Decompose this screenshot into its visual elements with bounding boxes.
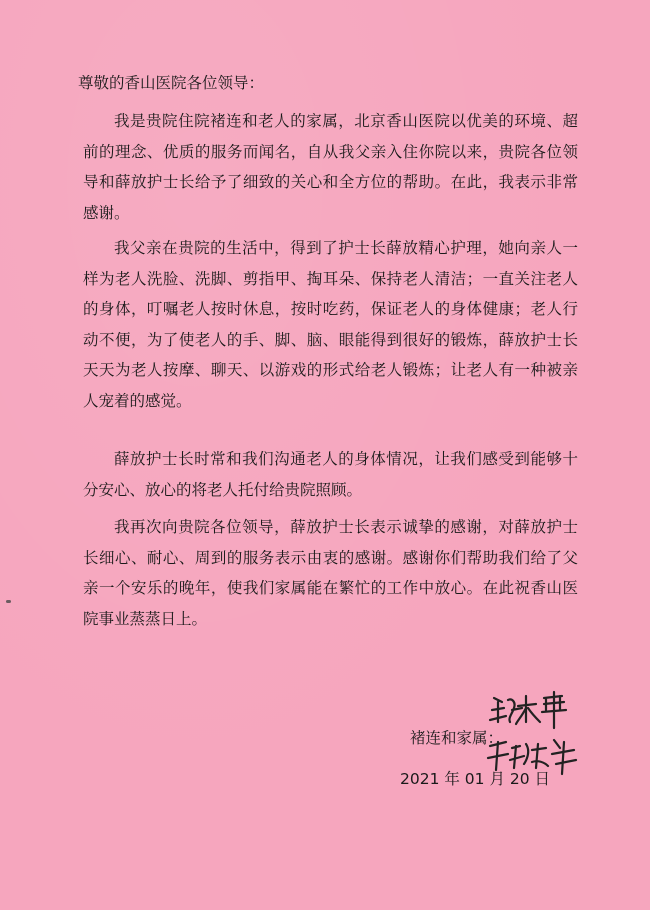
signer-label: 褚连和家属： [410,729,504,747]
letter-paragraph-3: 薛放护士长时常和我们沟通老人的身体情况，让我们感受到能够十分安心、放心的将老人托付给贵院照顾。 [83,450,578,499]
letter-paragraph-2: 我父亲在贵院的生活中，得到了护士长薛放精心护理，她向亲人一样为老人洗脸、洗脚、剪指甲、掏耳朵、保持老人清洁；一直关注老人的身体，叮嘱老人按时休息，按时吃药，保证老人的身体健康；老人行动不便，为了使老人的手、脚、脑、眼能得到很好的锻炼，薛放护士长天天为老人按摩、聊天、以游戏的形式给老人锻炼；让老人有一种被亲人宠着的感觉。 [83,239,578,410]
paper-speck [6,600,11,603]
letter-paragraph-1: 我是贵院住院褚连和老人的家属，北京香山医院以优美的环境、超前的理念、优质的服务而闻名，自从我父亲入住你院以来，贵院各位领导和薛放护士长给予了细致的关心和全方位的帮助。在此，我表示非常感谢。 [83,112,578,222]
letter-date: 2021 年 01 月 20 日 [400,770,551,788]
handwritten-signature [482,688,592,778]
letter-greeting: 尊敬的香山医院各位领导： [78,74,265,92]
letter-paragraph-4: 我再次向贵院各位领导，薛放护士长表示诚挚的感谢，对薛放护士长细心、耐心、周到的服务表示由衷的感谢。感谢你们帮助我们给了父亲一个安乐的晚年，使我们家属能在繁忙的工作中放心。在此祝香山医院事业蒸蒸日上。 [83,518,578,628]
